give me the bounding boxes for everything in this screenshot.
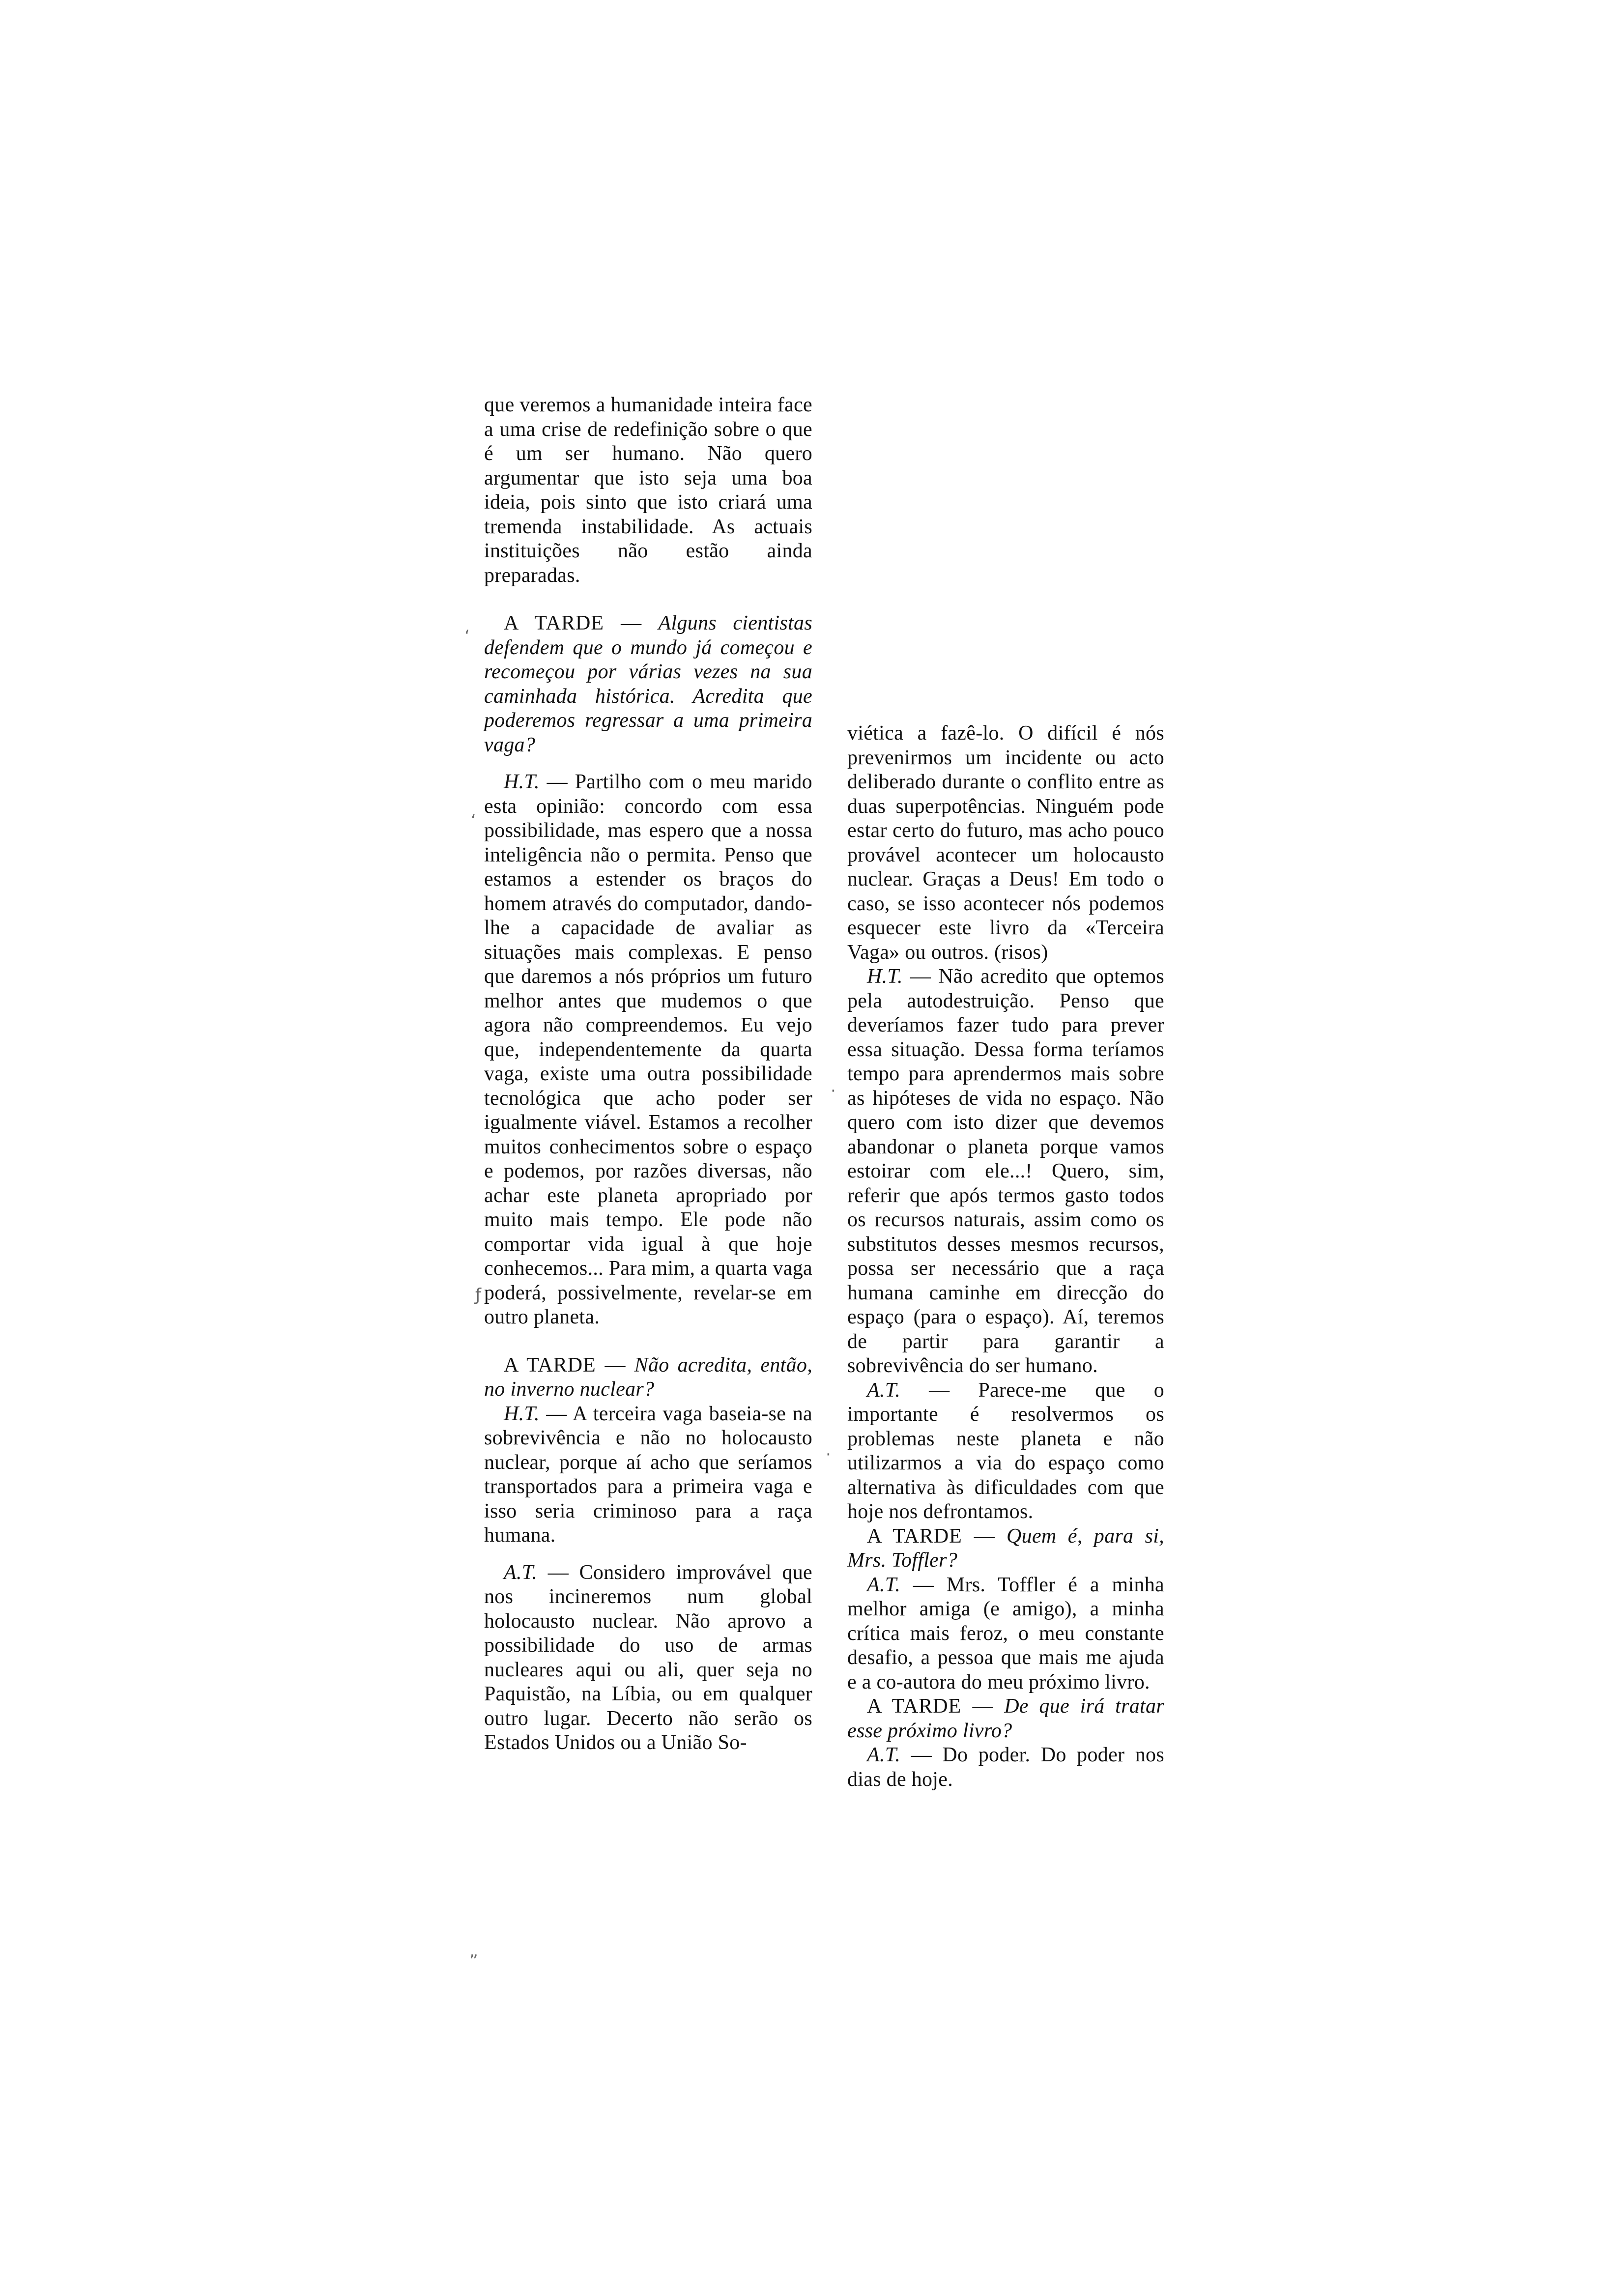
- question-text: Alguns cientistas defendem que o mundo já começou e recomeçou por várias vezes na sua caminhada histórica. Acredita que poderemos regressar a uma primeira vaga?: [484, 612, 812, 756]
- question-text: Não acredita, então, no inverno nuclear?: [484, 1353, 812, 1401]
- answer-text: — Considero improvável que nos incineremos num global holocausto nuclear. Não aprovo a possibilidade do uso de armas nucleares aqui ou ali, quer seja no Paquistão, na Líbia, ou em qualquer outro lugar. Decerto não serão os Estados Unidos ou a União So-: [484, 1561, 812, 1754]
- question-text: De que irá tratar esse próximo livro?: [847, 1695, 1164, 1742]
- answer-at-parece-me: [847, 1378, 1164, 1524]
- answer-speaker: H.T.: [867, 965, 903, 988]
- answer-speaker: A.T.: [867, 1378, 901, 1402]
- scan-speck: ·: [831, 1081, 836, 1101]
- answer-ht-autodestruicao: [847, 965, 1164, 1378]
- paragraph-intro: que veremos a humanidade inteira face a uma crise de redefinição sobre o que é um ser humano. Não quero argumentar que isto seja uma boa ideia, pois sinto que isto criará uma tremenda instabilidade. As actuais instituições não estão ainda preparadas.: [484, 394, 812, 587]
- answer-speaker: H.T.: [504, 771, 540, 793]
- answer-at-do-poder: [847, 1743, 1164, 1792]
- scan-speck: ·: [826, 1445, 831, 1464]
- scan-speck: ƒ: [475, 1285, 481, 1305]
- answer-speaker: A.T.: [867, 1573, 901, 1596]
- answer-ht-partilho: [484, 770, 812, 1330]
- question-inverno-nuclear: [484, 1353, 812, 1402]
- answer-text: — Do poder. Do poder nos dias de hoje.: [847, 1744, 1164, 1791]
- answer-speaker: H.T.: [504, 1402, 540, 1425]
- answer-ht-terceira-vaga: [484, 1402, 812, 1548]
- answer-speaker: A.T.: [504, 1561, 538, 1584]
- answer-speaker: A.T.: [867, 1744, 901, 1766]
- question-speaker: A TARDE —: [867, 1524, 995, 1548]
- answer-text: — Parece-me que o importante é resolvermos os problemas neste planeta e não utilizarmos a via do espaço como alternativa às dificuldades com que hoje nos defrontamos.: [847, 1378, 1164, 1523]
- answer-at-mrs-toffler: [847, 1573, 1164, 1695]
- question-speaker: A TARDE —: [504, 1353, 626, 1377]
- answer-text: — A terceira vaga baseia-se na sobrevivência e não no holocausto nuclear, porque aí acho que seríamos transportados para a primeira vaga e isso seria criminoso para a raça humana.: [484, 1402, 812, 1547]
- right-column: [847, 721, 1164, 1792]
- question-speaker: A TARDE —: [504, 612, 642, 634]
- answer-at-considero: [484, 1561, 812, 1755]
- left-column: [484, 393, 812, 1755]
- scan-speck: ‘: [471, 811, 476, 831]
- answer-text: — Partilho com o meu marido esta opinião: concordo com essa possibilidade, mas espero que a nossa inteligência não o permita. Penso que estamos a estender os braços do homem através do computador, dando-lhe a capacidade de avaliar as situações mais complexas. E penso que daremos a nós próprios um futuro melhor antes que mudemos o que agora não compreendemos. Eu vejo que, independentemente da quarta vaga, existe uma outra possibilidade tecnológica que acho poder ser igualmente viável. Estamos a recolher muitos conhecimentos sobre o espaço e podemos, por razões diversas, não achar este planeta apropriado por muito mais tempo. Ele pode não comportar vida igual à que hoje conhecemos... Para mim, a quarta vaga poderá, possivelmente, revelar-se em outro planeta.: [484, 771, 812, 1328]
- paragraph-continuation: viética a fazê-lo. O difícil é nós prevenirmos um incidente ou acto deliberado durante o conflito entre as duas superpotências. Ninguém pode estar certo do futuro, mas acho pouco provável acontecer um holocausto nuclear. Graças a Deus! Em todo o caso, se isso acontecer nós podemos esquecer este livro da «Terceira Vaga» ou outros. (risos): [847, 722, 1164, 964]
- question-proximo-livro: [847, 1694, 1164, 1743]
- scan-speck: „: [469, 1941, 478, 1961]
- answer-text: — Mrs. Toffler é a minha melhor amiga (e amigo), a minha crítica mais feroz, o meu constante desafio, a pessoa que mais me ajuda e a co-autora do meu próximo livro.: [847, 1573, 1164, 1693]
- question-speaker: A TARDE —: [867, 1695, 994, 1718]
- scan-speck: ‘: [464, 627, 470, 646]
- question-text: Quem é, para si, Mrs. Toffler?: [847, 1524, 1164, 1572]
- question-mrs-toffler: [847, 1524, 1164, 1573]
- answer-text: — Não acredito que optemos pela autodestruição. Penso que deveríamos fazer tudo para prever essa situação. Dessa forma teríamos tempo para aprendermos mais sobre as hipóteses de vida no espaço. Não quero com isto dizer que devemos abandonar o planeta porque vamos estoirar com ele...! Quero, sim, referir que após termos gasto todos os recursos naturais, assim como os substitutos desses mesmos recursos, possa ser necessário que a raça humana caminhe em direcção do espaço (para o espaço). Aí, teremos de partir para garantir a sobrevivência do ser humano.: [847, 965, 1164, 1377]
- question-cientistas: [484, 611, 812, 757]
